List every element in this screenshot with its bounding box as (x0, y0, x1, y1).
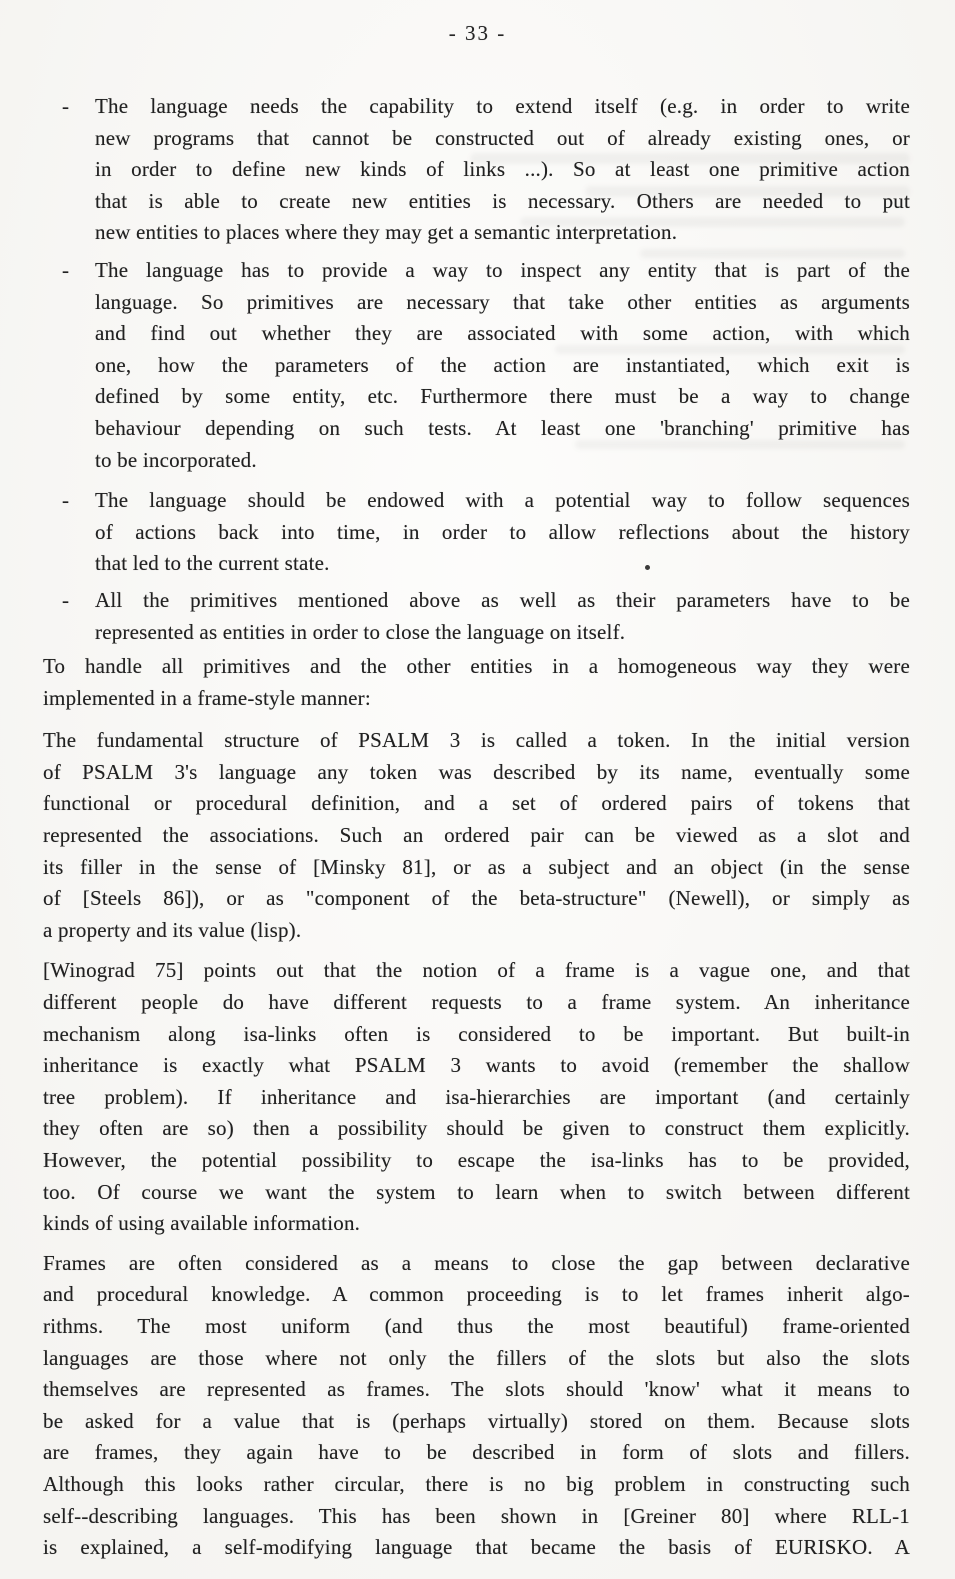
bullet-item (43, 91, 910, 249)
block-lines (43, 651, 910, 714)
block-lines (43, 955, 910, 1239)
text-line: they often are so) then a possibility should be given to construct them explicitly. (43, 1116, 910, 1141)
text-line: Frames are often considered as a means to close the gap between declarative (43, 1250, 910, 1275)
text-line: defined by some entity, etc. Furthermore there must be a way to change (95, 384, 910, 409)
text-line: and procedural knowledge. A common proceeding is to let frames inherit algo- (43, 1282, 910, 1307)
text-line: to be incorporated. (95, 447, 257, 472)
bullet-marker: - (62, 587, 70, 612)
text-line: represented the associations. Such an ordered pair can be viewed as a slot and (43, 823, 910, 848)
text-line: language. So primitives are necessary that take other entities as arguments (95, 289, 910, 314)
text-line: implemented in a frame-style manner: (43, 685, 371, 710)
text-line: behaviour depending on such tests. At least one 'branching' primitive has (95, 415, 910, 440)
text-line: functional or procedural definition, and a set of ordered pairs of tokens that (43, 791, 910, 816)
block-lines (95, 485, 910, 580)
bullet-item (43, 485, 910, 580)
block-lines (95, 255, 910, 476)
text-line: that led to the current state. (95, 551, 330, 576)
text-line: themselves are represented as frames. The slots should 'know' what it means to (43, 1377, 910, 1402)
text-line: Although this looks rather circular, there is no big problem in constructing such (43, 1471, 910, 1496)
text-line: represented as entities in order to close the language on itself. (95, 619, 626, 644)
text-line: languages are those where not only the fillers of the slots but also the slots (43, 1345, 910, 1370)
paragraph (43, 955, 910, 1239)
block-lines (43, 725, 910, 946)
text-line: The fundamental structure of PSALM 3 is called a token. In the initial version (43, 728, 910, 753)
text-line: new programs that cannot be constructed out of already existing ones, or (95, 125, 910, 150)
text-line: a property and its value (lisp). (43, 917, 302, 942)
text-line: that is able to create new entities is necessary. Others are needed to put (95, 188, 910, 213)
text-line: tree problem). If inheritance and isa-hierarchies are important (and certainly (43, 1084, 910, 1109)
paragraph (43, 725, 910, 946)
paragraph (43, 651, 910, 714)
bullet-marker: - (62, 94, 70, 118)
text-line: different people do have different requests to a frame system. An inheritance (43, 990, 910, 1015)
text-line: To handle all primitives and the other entities in a homogeneous way they were (43, 654, 910, 679)
bullet-marker: - (62, 488, 70, 513)
text-line: be asked for a value that is (perhaps virtually) stored on them. Because slots (43, 1408, 910, 1433)
text-line: and find out whether they are associated with some action, with which (95, 321, 910, 346)
text-line: rithms. The most uniform (and thus the most beautiful) frame-oriented (43, 1313, 910, 1338)
bullet-item (43, 255, 910, 476)
text-line: However, the potential possibility to escape the isa-links has to be provided, (43, 1148, 910, 1172)
text-line: self--describing languages. This has been shown in [Greiner 80] where RLL-1 (43, 1503, 910, 1528)
text-line: inheritance is exactly what PSALM 3 wants to avoid (remember the shallow (43, 1053, 910, 1078)
block-lines (95, 585, 910, 648)
bullet-marker: - (62, 257, 70, 282)
page-number: - 33 - (448, 21, 507, 45)
block-lines (95, 91, 910, 249)
text-line: mechanism along isa-links often is considered to be important. But built-in (43, 1021, 910, 1046)
text-line: All the primitives mentioned above as well as their parameters have to be (95, 587, 910, 612)
text-line: The language should be endowed with a potential way to follow sequences (95, 488, 910, 513)
document-body (43, 91, 910, 1564)
text-line: new entities to places where they may get a semantic interpretation. (95, 220, 678, 245)
text-line: kinds of using available information. (43, 1211, 361, 1236)
paragraph (43, 1248, 910, 1564)
text-line: are frames, they again have to be described in form of slots and fillers. (43, 1440, 910, 1465)
text-line: The language has to provide a way to inspect any entity that is part of the (95, 257, 910, 282)
text-line: [Winograd 75] points out that the notion of a frame is a vague one, and that (43, 958, 910, 983)
text-line: of actions back into time, in order to allow reflections about the history (95, 519, 910, 544)
text-line: its filler in the sense of [Minsky 81], or as a subject and an object (in the sense (43, 854, 910, 879)
bullet-item (43, 585, 910, 648)
text-line: The language needs the capability to extend itself (e.g. in order to write (95, 94, 910, 118)
text-line: in order to define new kinds of links ...). So at least one primitive action (95, 157, 910, 182)
text-line: too. Of course we want the system to learn when to switch between different (43, 1179, 910, 1204)
block-lines (43, 1248, 910, 1564)
text-line: one, how the parameters of the action are instantiated, which exit is (95, 352, 910, 377)
text-line: of PSALM 3's language any token was described by its name, eventually some (43, 759, 910, 784)
text-line: of [Steels 86]), or as "component of the beta-structure" (Newell), or simply as (43, 886, 910, 911)
text-line: is explained, a self-modifying language that became the basis of EURISKO. A (43, 1535, 910, 1560)
